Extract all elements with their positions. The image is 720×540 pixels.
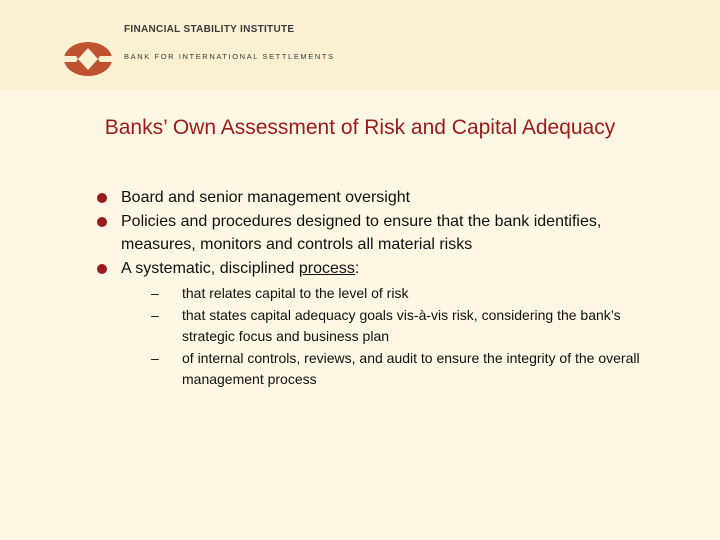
bullet-text: Board and senior management oversight: [121, 189, 411, 206]
bullet-dot-icon: [97, 193, 107, 203]
sub-bullet-text: that relates capital to the level of risk: [182, 285, 409, 301]
underlined-process: process: [298, 259, 355, 277]
bullet-list: [97, 186, 657, 391]
bullet-dot-icon: [97, 217, 107, 227]
bank-name: BANK FOR INTERNATIONAL SETTLEMENTS: [124, 52, 335, 61]
sub-bullet-item: [151, 348, 657, 391]
sub-bullet-text: that states capital adequacy goals vis-à-vis risk, considering the bank’s strategic focus and business plan: [182, 306, 621, 344]
sub-bullet-item: [151, 305, 657, 348]
slide-title: Banks’ Own Assessment of Risk and Capital Adequacy: [104, 116, 616, 139]
dash-marker: –: [151, 349, 159, 366]
bullet-item: [97, 210, 657, 257]
sub-bullet-text: of internal controls, reviews, and audit to ensure the integrity of the overall management process: [182, 349, 640, 387]
bullet-item: [97, 186, 657, 210]
bullet-text-prefix: A systematic, disciplined: [121, 259, 299, 277]
dash-marker: –: [151, 306, 159, 323]
bullet-text: Policies and procedures designed to ensure that the bank identifies, measures, monitors and controls all material risks: [121, 212, 602, 253]
bullet-text-suffix: :: [354, 259, 360, 277]
dash-marker: –: [151, 285, 159, 301]
bullet-item: [97, 257, 657, 391]
bis-logo-icon: [62, 40, 114, 78]
bullet-dot-icon: [97, 264, 107, 274]
institute-name: FINANCIAL STABILITY INSTITUTE: [124, 24, 295, 35]
sub-bullet-item: [151, 283, 657, 305]
sub-bullet-list: [121, 283, 657, 391]
